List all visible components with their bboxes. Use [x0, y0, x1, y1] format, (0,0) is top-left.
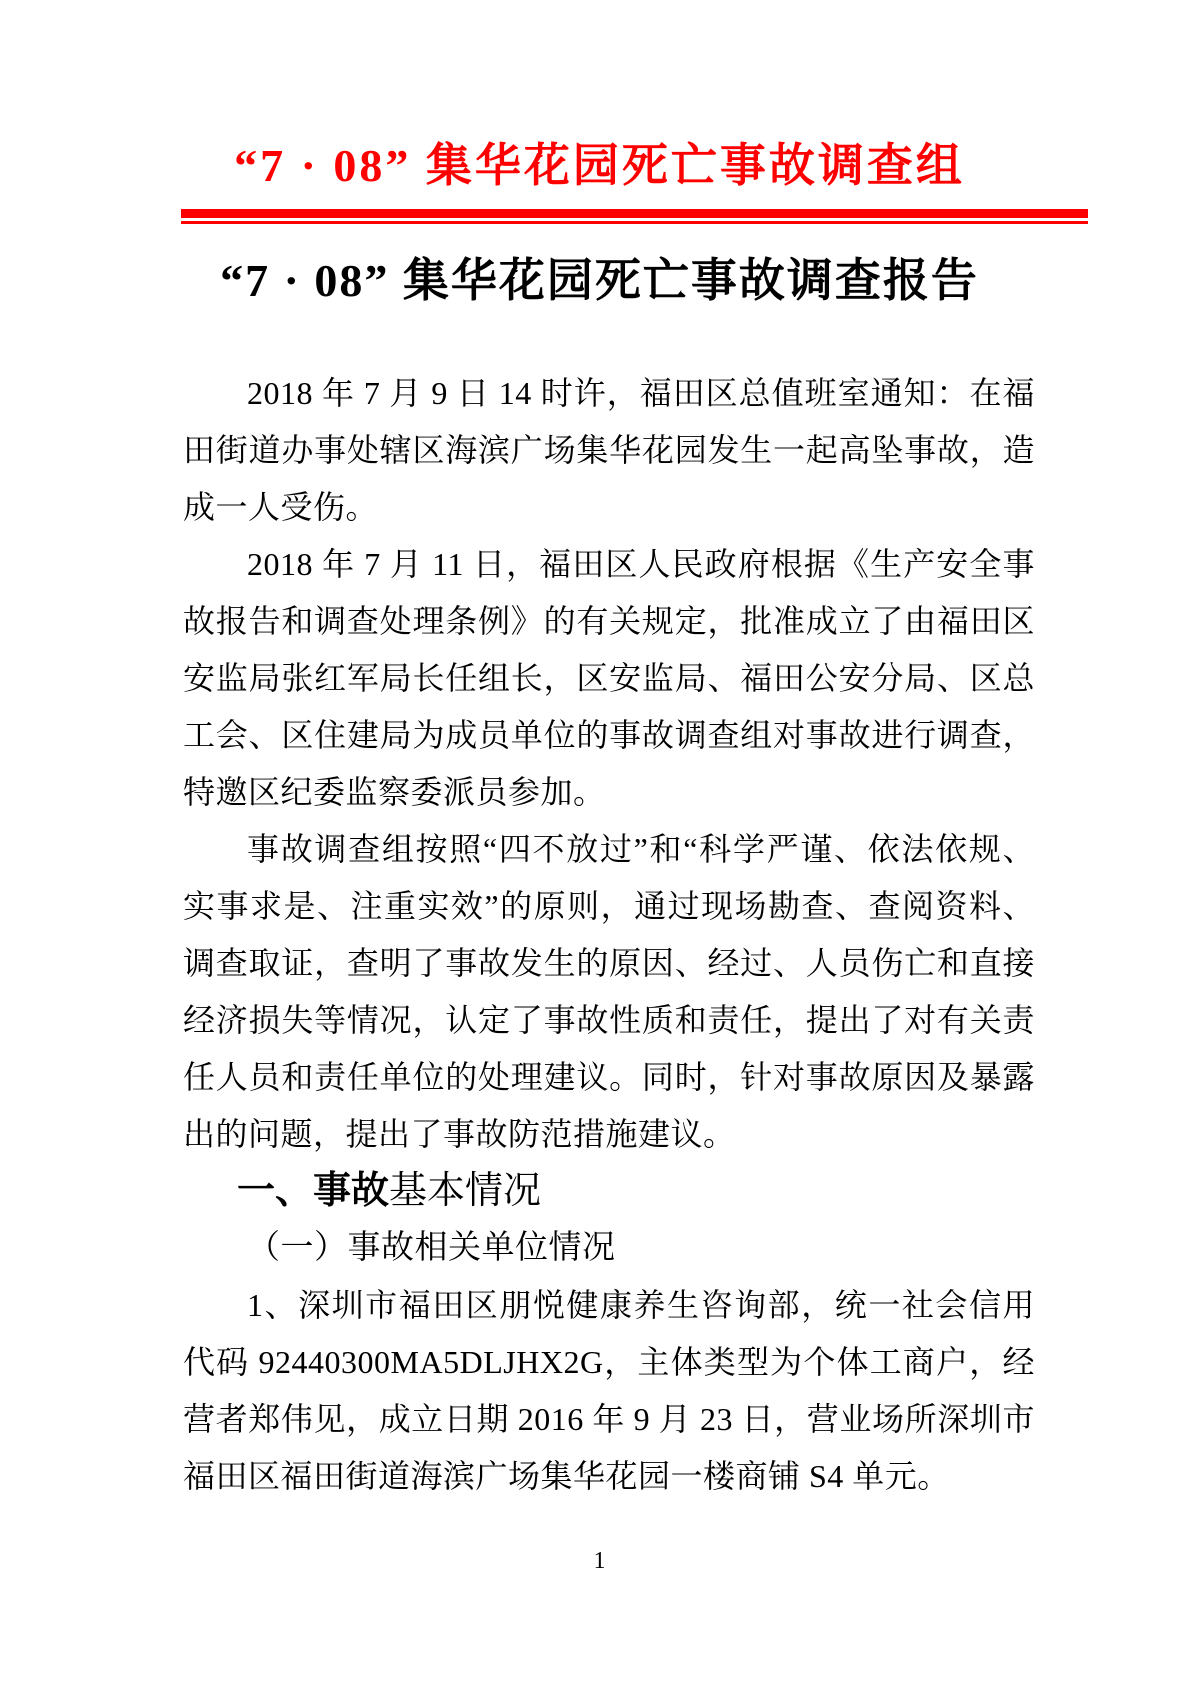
letterhead-rule-thick — [181, 209, 1088, 218]
section-heading-basic-situation — [183, 1163, 1035, 1220]
paragraph-investigation-principles: 事故调查组按照“四不放过”和“科学严谨、依法依规、实事求是、注重实效”的原则，通过现场勘查、查阅资料、调查取证，查明了事故发生的原因、经过、人员伤亡和直接经济损失等情况，认定了事故性质和责任，提出了对有关责任人员和责任单位的处理建议。同时，针对事故原因及暴露出的问题，提出了事故防范措施建议。 — [183, 831, 1035, 1152]
section-heading-rest-part: 基本情况 — [389, 1170, 542, 1212]
paragraph-incident-notice: 2018 年 7 月 9 日 14 时许，福田区总值班室通知：在福田街道办事处辖区海滨广场集华花园发生一起高坠事故，造成一人受伤。 — [183, 375, 1035, 525]
paragraph-investigation-team-setup: 2018 年 7 月 11 日，福田区人民政府根据《生产安全事故报告和调查处理条例》的有关规定，批准成立了由福田区安监局张红军局长任组长，区安监局、福田公安分局、区总工会、区住建局为成员单位的事故调查组对事故进行调查，特邀区纪委监察委派员参加。 — [183, 546, 1035, 810]
letterhead-org-name: “7 · 08” 集华花园死亡事故调查组 — [234, 140, 965, 191]
letterhead-rule-thin — [181, 221, 1088, 224]
section-heading-strong-part: 一、事故 — [237, 1170, 390, 1212]
paragraph-company-info: 1、深圳市福田区朋悦健康养生咨询部，统一社会信用代码 92440300MA5DLJHX2G，主体类型为个体工商户，经营者郑伟见，成立日期 2016 年 9 月 23 日，营业场所深圳市福田区福田街道海滨广场集华花园一楼商铺 S4 单元。 — [183, 1287, 1035, 1494]
document-title: “7 · 08” 集华花园死亡事故调查报告 — [220, 255, 979, 306]
subsection-heading-related-units: （一）事故相关单位情况 — [247, 1230, 616, 1266]
document-body — [183, 365, 1035, 1505]
page-number: 1 — [593, 1548, 606, 1574]
